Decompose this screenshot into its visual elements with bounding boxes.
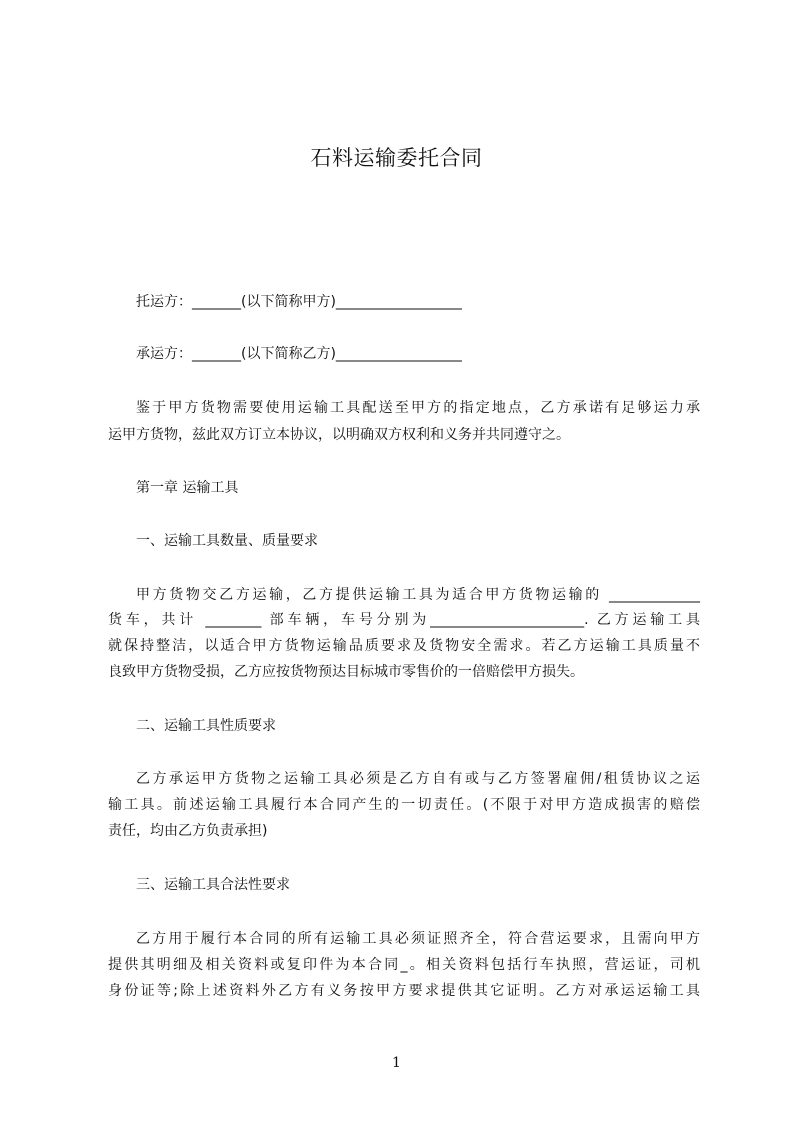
page-title: 石料运输委托合同 bbox=[310, 146, 483, 170]
paragraph-line: 甲方货物交乙方运输，乙方提供运输工具为适合甲方货物运输的 _____________ bbox=[136, 587, 700, 603]
section-heading: 一、运输工具数量、质量要求 bbox=[136, 533, 318, 549]
consignor-line: 托运方：_______(以下简称甲方)__________________ bbox=[136, 294, 462, 310]
chapter-heading: 第一章 运输工具 bbox=[136, 480, 239, 496]
carrier-line: 承运方：_______(以下简称乙方)__________________ bbox=[136, 346, 462, 362]
paragraph-line: 货车，共计 ________ 部车辆，车号分别为______________________. 乙方运输工具 bbox=[108, 612, 700, 628]
paragraph-line: 良致甲方货物受损，乙方应按货物预达目标城市零售价的一倍赔偿甲方损失。 bbox=[108, 664, 584, 680]
paragraph-line: 身份证等;除上述资料外乙方有义务按甲方要求提供其它证明。乙方对承运运输工具 bbox=[108, 983, 700, 999]
paragraph-line: 运甲方货物，兹此双方订立本协议，以明确双方权利和义务并共同遵守之。 bbox=[108, 427, 570, 443]
paragraph-line: 提供其明细及相关资料或复印件为本合同_。相关资料包括行车执照，营运证，司机 bbox=[108, 957, 700, 973]
paragraph-line: 输工具。前述运输工具履行本合同产生的一切责任。(不限于对甲方造成损害的赔偿 bbox=[108, 797, 700, 813]
paragraph-line: 乙方用于履行本合同的所有运输工具必须证照齐全，符合营运要求，且需向甲方 bbox=[136, 931, 700, 947]
section-heading: 三、运输工具合法性要求 bbox=[136, 877, 290, 893]
paragraph-line: 责任，均由乙方负责承担) bbox=[108, 823, 268, 839]
paragraph-line: 鉴于甲方货物需要使用运输工具配送至甲方的指定地点，乙方承诺有足够运力承 bbox=[136, 400, 700, 416]
paragraph-line: 乙方承运甲方货物之运输工具必须是乙方自有或与乙方签署雇佣/租赁协议之运 bbox=[136, 771, 700, 787]
section-heading: 二、运输工具性质要求 bbox=[136, 718, 276, 734]
page-number: 1 bbox=[392, 1055, 401, 1071]
paragraph-line: 就保持整洁，以适合甲方货物运输品质要求及货物安全需求。若乙方运输工具质量不 bbox=[108, 638, 700, 654]
